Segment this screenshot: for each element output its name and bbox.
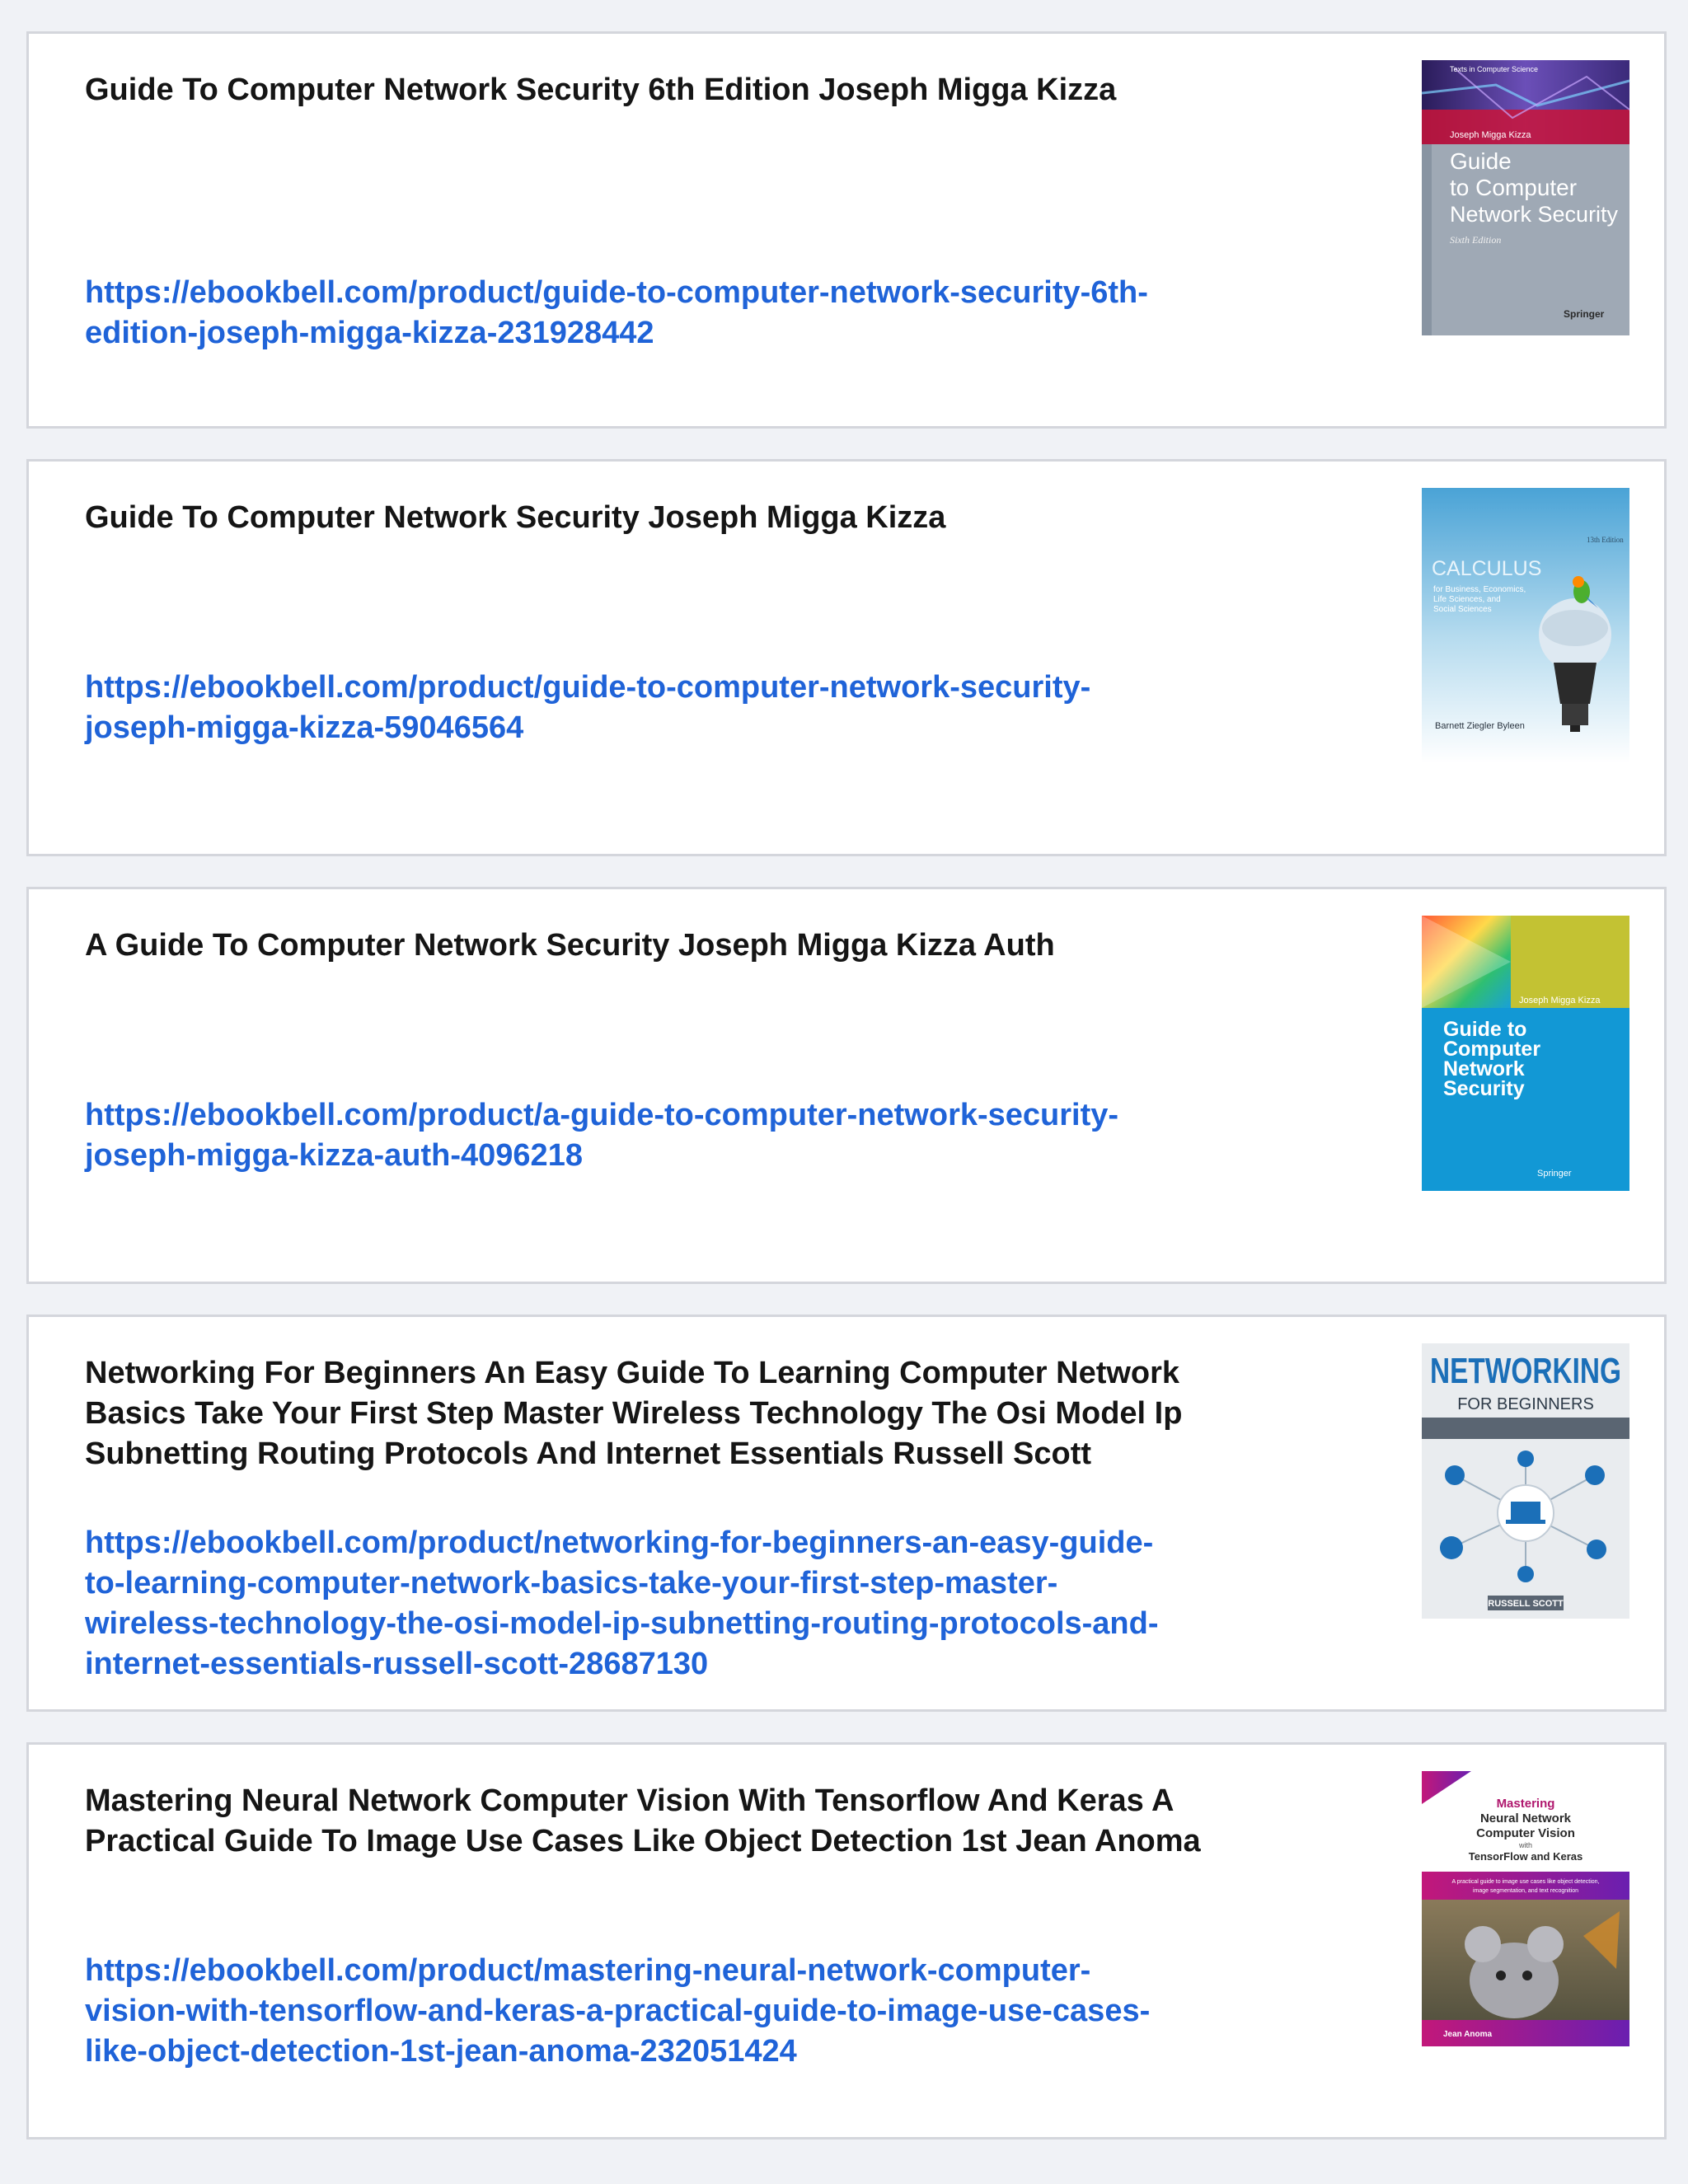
cover-edition: 13th Edition [1587, 536, 1624, 544]
result-link-line: joseph-migga-kizza-auth-4096218 [85, 1138, 583, 1173]
result-link[interactable] [85, 1523, 1255, 1685]
result-card [26, 1742, 1667, 2139]
cover-with: with [1518, 1841, 1533, 1849]
result-card [26, 459, 1667, 856]
result-title: Networking For Beginners An Easy Guide To Learning Computer Network Basics Take Your First Step Master Wireless Technology The Osi Model Ip Subnetting Routing Protocols And Internet Essentials Russell Scott [85, 1356, 1183, 1471]
result-link[interactable] [85, 668, 1255, 748]
cover-title-line: Network Security [1450, 202, 1619, 227]
cover-title-line: Neural Network [1479, 1811, 1572, 1825]
result-link-line: edition-joseph-migga-kizza-231928442 [85, 316, 654, 350]
result-link-line: like-object-detection-1st-jean-anoma-232051424 [85, 2034, 797, 2069]
cover-author: Jean Anoma [1443, 2030, 1493, 2039]
cover-title: CALCULUS [1432, 557, 1542, 580]
book-cover-image[interactable] [1422, 916, 1629, 1191]
cover-title-line: Mastering [1496, 1797, 1555, 1811]
result-link[interactable] [85, 1095, 1255, 1176]
cover-title-line: Guide to [1443, 1018, 1527, 1041]
cover-guide-network-security-6th [1422, 60, 1629, 335]
cover-blurb-line: A practical guide to image use cases like object detection, [1451, 1879, 1600, 1885]
cover-title-line: Guide [1450, 148, 1512, 174]
cover-author: Joseph Migga Kizza [1450, 130, 1531, 140]
cover-title-line: Security [1443, 1077, 1525, 1100]
cover-title-line: Network [1443, 1057, 1525, 1080]
cover-publisher: Springer [1537, 1169, 1572, 1179]
result-link-line: https://ebookbell.com/product/guide-to-computer-network-security- [85, 670, 1091, 705]
result-title: Guide To Computer Network Security Joseph Migga Kizza [85, 500, 946, 535]
cover-title-line: Computer Vision [1476, 1826, 1575, 1840]
book-cover-image[interactable] [1422, 60, 1629, 335]
cover-subtitle-line: Life Sciences, and [1433, 595, 1501, 604]
result-card [26, 887, 1667, 1284]
result-link-line: https://ebookbell.com/product/networking-for-beginners-an-easy-guide- [85, 1526, 1154, 1560]
cover-networking-for-beginners [1422, 1343, 1629, 1619]
result-link-line: internet-essentials-russell-scott-28687130 [85, 1647, 709, 1681]
result-link-line: wireless-technology-the-osi-model-ip-subnetting-routing-protocols-and- [85, 1606, 1159, 1641]
book-cover-image[interactable] [1422, 488, 1629, 763]
cover-subtitle: TensorFlow and Keras [1468, 1850, 1583, 1863]
cover-publisher: Springer [1564, 308, 1605, 320]
result-title: Mastering Neural Network Computer Vision With Tensorflow And Keras A Practical Guide To Image Use Cases Like Object Detection 1st Jean Anoma [85, 1783, 1201, 1858]
cover-title-line: to Computer [1450, 175, 1578, 200]
cover-authors: Barnett Ziegler Byleen [1435, 721, 1525, 731]
result-title: Guide To Computer Network Security 6th Edition Joseph Migga Kizza [85, 73, 1117, 107]
cover-calculus [1422, 488, 1629, 763]
book-cover-image[interactable] [1422, 1343, 1629, 1619]
result-link-line: to-learning-computer-network-basics-take-your-first-step-master- [85, 1566, 1058, 1601]
cover-author: RUSSELL SCOTT [1488, 1599, 1564, 1609]
result-link[interactable] [85, 273, 1255, 354]
cover-title-line: Computer [1443, 1038, 1541, 1061]
cover-subtitle-line: Social Sciences [1433, 605, 1492, 614]
result-link-line: joseph-migga-kizza-59046564 [85, 710, 524, 745]
cover-title: NETWORKING [1430, 1351, 1621, 1391]
cover-blurb-line: image segmentation, and text recognition [1472, 1888, 1579, 1894]
cover-author: Joseph Migga Kizza [1519, 996, 1601, 1005]
cover-mastering-neural-network [1422, 1771, 1629, 2046]
book-cover-image[interactable] [1422, 1771, 1629, 2046]
cover-edition: Sixth Edition [1450, 234, 1502, 246]
result-card [26, 31, 1667, 429]
result-link-line: https://ebookbell.com/product/guide-to-computer-network-security-6th- [85, 275, 1148, 310]
result-link[interactable] [85, 1951, 1255, 2072]
cover-series: Texts in Computer Science [1450, 65, 1539, 73]
result-title: A Guide To Computer Network Security Joseph Migga Kizza Auth [85, 928, 1055, 963]
cover-subtitle-line: for Business, Economics, [1433, 585, 1526, 594]
result-link-line: https://ebookbell.com/product/a-guide-to-computer-network-security- [85, 1098, 1119, 1132]
cover-a-guide-network-security [1422, 916, 1629, 1191]
result-link-line: vision-with-tensorflow-and-keras-a-practical-guide-to-image-use-cases- [85, 1994, 1151, 2028]
result-link-line: https://ebookbell.com/product/mastering-neural-network-computer- [85, 1953, 1091, 1988]
result-card [26, 1315, 1667, 1712]
cover-subtitle: FOR BEGINNERS [1457, 1395, 1594, 1413]
